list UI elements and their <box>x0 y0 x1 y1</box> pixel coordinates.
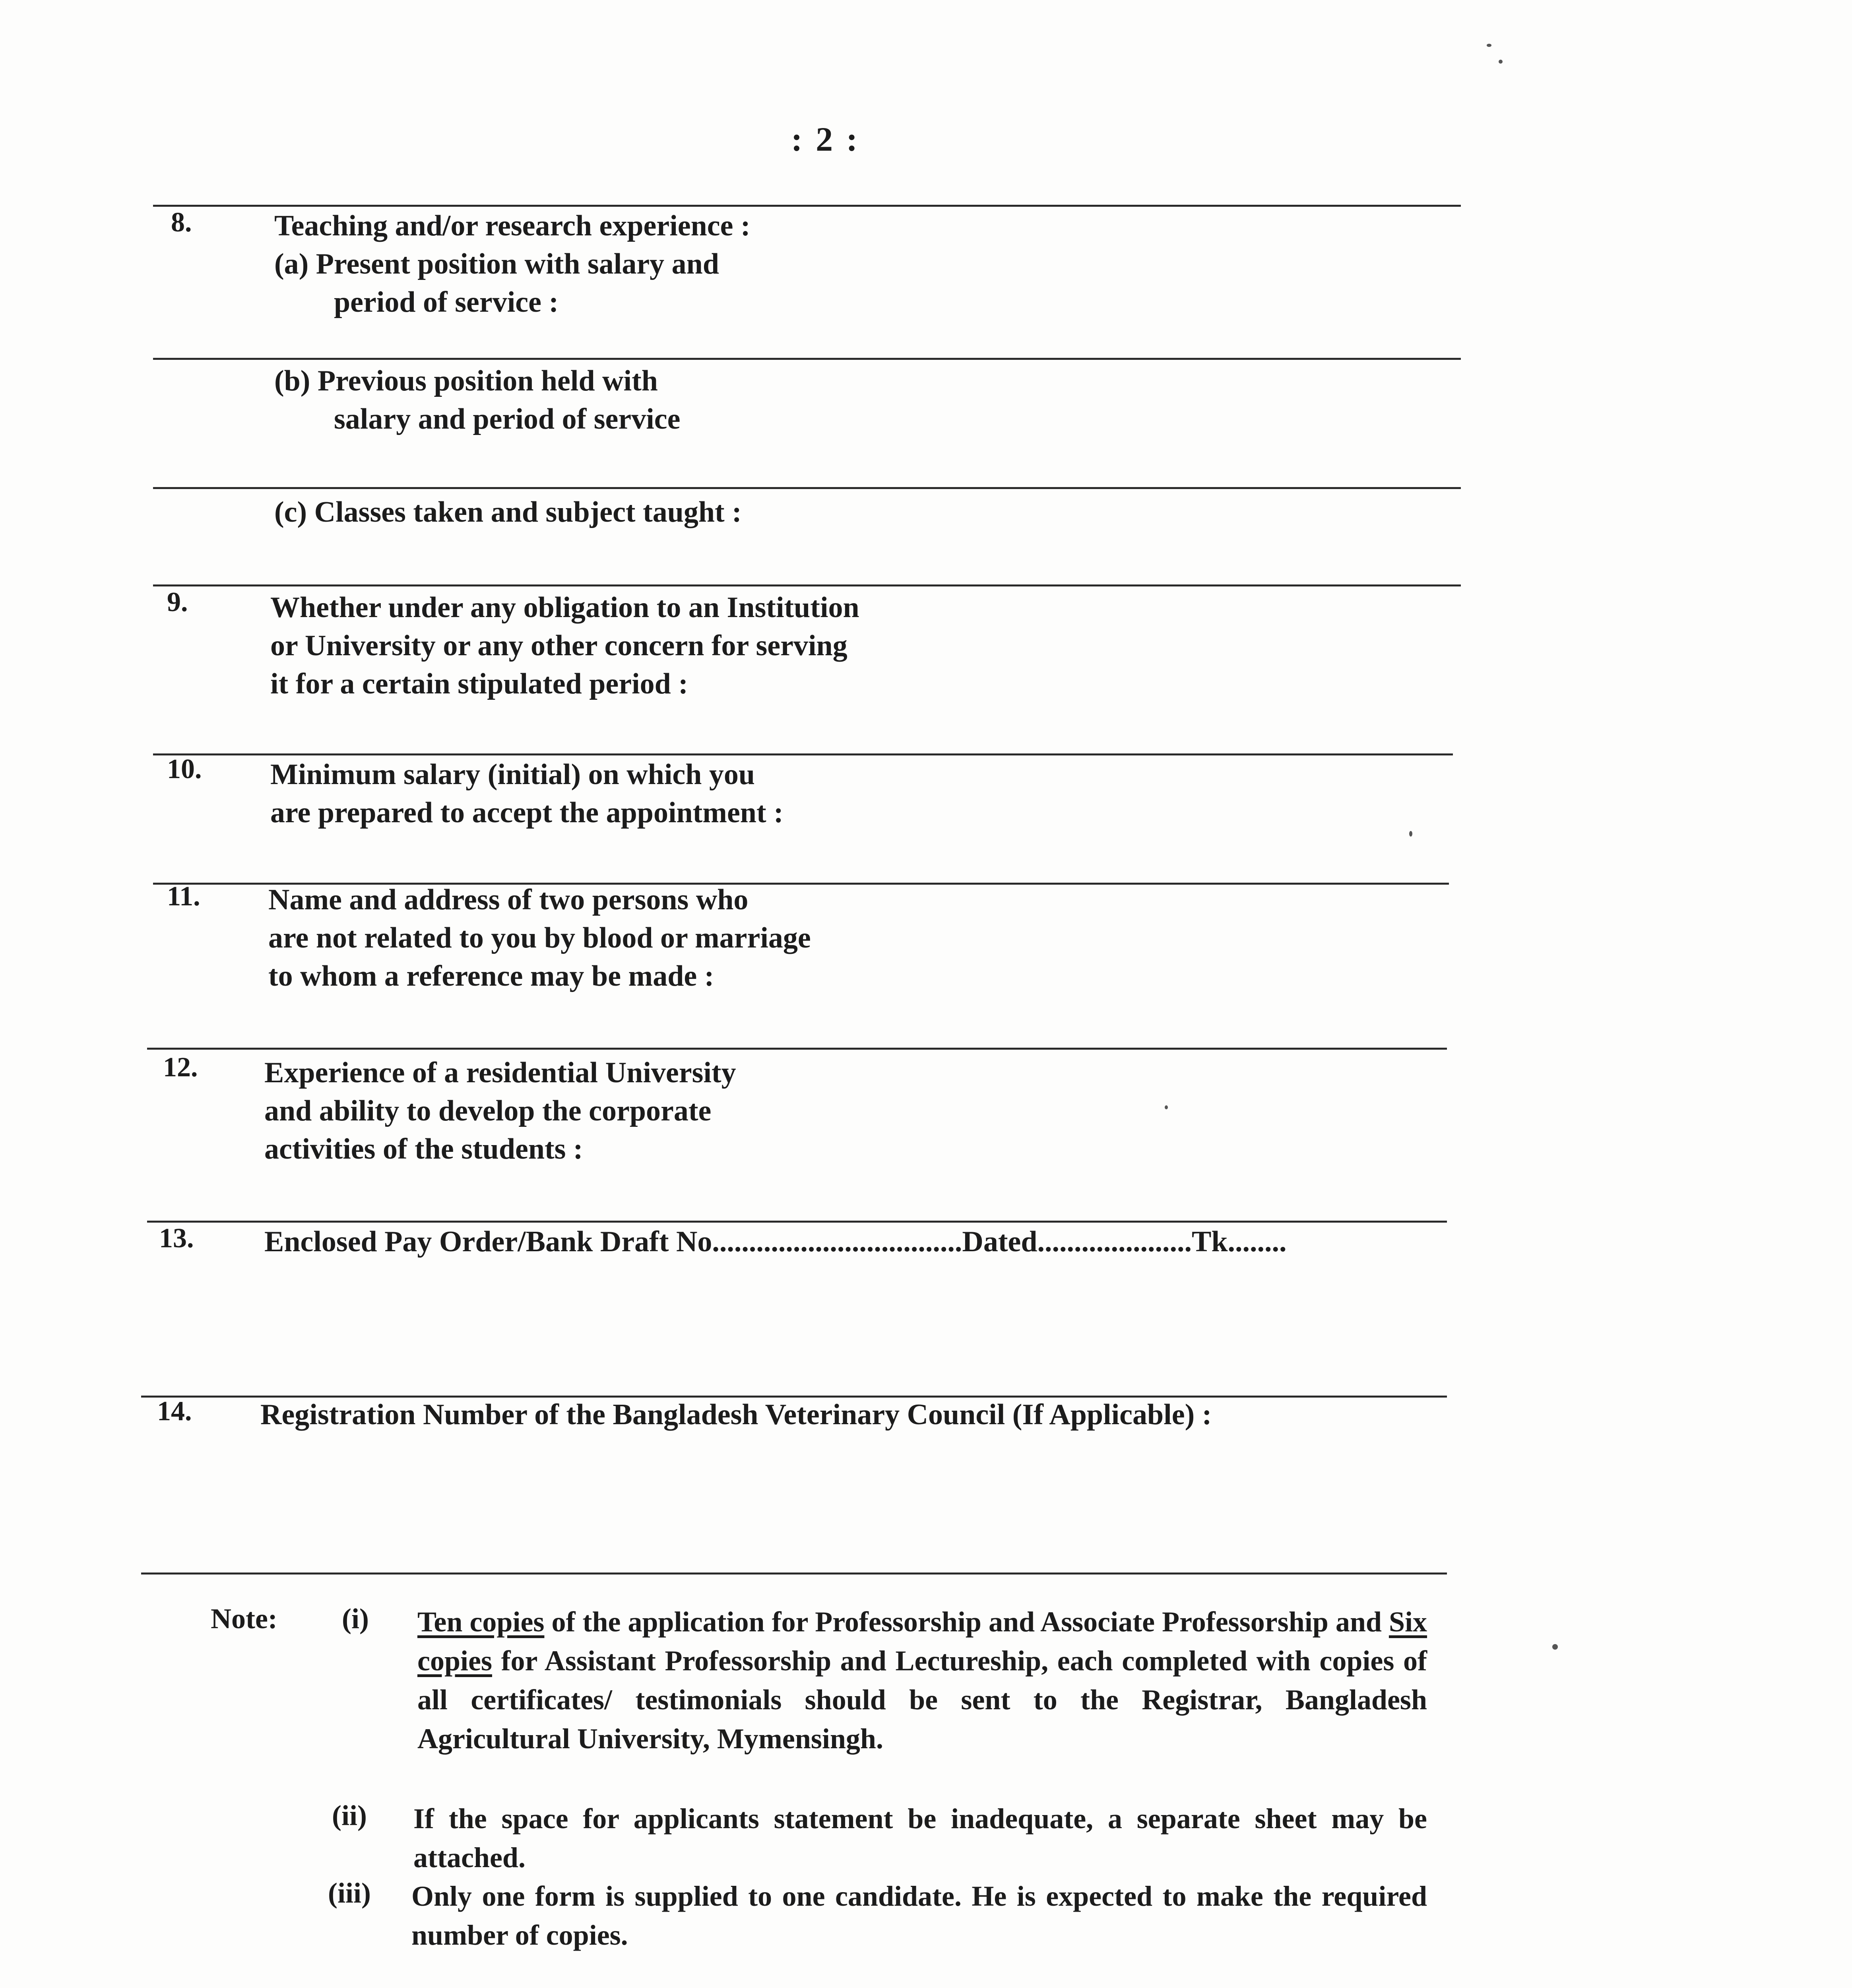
item-9-line: or University or any other concern for serving <box>270 629 847 662</box>
item-8a-line-1: Present position with salary and <box>316 248 719 280</box>
item-8a-label: (a) <box>274 248 309 280</box>
item-8a <box>274 245 750 283</box>
item-8b-line-2: salary and period of service <box>334 403 681 435</box>
item-10-text <box>270 755 783 832</box>
item-14-line: Registration Number of the Bangladesh Veterinary Council (If Applicable) : <box>260 1398 1212 1431</box>
item-9-line: Whether under any obligation to an Institution <box>270 591 859 624</box>
scan-speck <box>1552 1644 1558 1650</box>
scan-speck <box>1165 1105 1168 1109</box>
note-i-text <box>417 1602 1427 1758</box>
divider-rule <box>147 1048 1447 1050</box>
scan-speck <box>1499 60 1503 64</box>
item-number: 13. <box>159 1223 194 1254</box>
item-12-text <box>264 1054 736 1168</box>
note-i-underline-2: Six copies <box>417 1606 1427 1677</box>
scan-speck <box>1409 831 1412 837</box>
item-10-line: Minimum salary (initial) on which you <box>270 758 755 791</box>
item-8c-line-1: Classes taken and subject taught : <box>314 496 742 528</box>
note-iii-text: Only one form is supplied to one candidate. He is expected to make the required number of copies. <box>411 1880 1427 1951</box>
note-i-text-2: for Assistant Professorship and Lectureship, each completed with copies of all certificates/ testimonials should be sent to the Registrar, Bangladesh Agricultural University, Mymensingh. <box>417 1645 1427 1755</box>
divider-rule <box>153 358 1461 360</box>
divider-rule <box>141 1573 1447 1574</box>
item-9-line: it for a certain stipulated period : <box>270 668 688 700</box>
item-11-text <box>268 881 811 995</box>
item-8a-line-2: period of service : <box>334 286 559 318</box>
item-number: 11. <box>167 881 200 912</box>
item-11-line: are not related to you by blood or marriage <box>268 922 811 954</box>
note-ii-text: If the space for applicants statement be inadequate, a separate sheet may be attached. <box>413 1803 1427 1873</box>
item-8c-label: (c) <box>274 496 307 528</box>
item-8-heading: Teaching and/or research experience : <box>274 210 750 242</box>
item-number: 12. <box>163 1052 198 1083</box>
item-12-line: and ability to develop the corporate <box>264 1095 712 1127</box>
note-iii-label: (iii) <box>328 1877 371 1909</box>
item-9-text <box>270 588 859 703</box>
note-i-text-1: of the application for Professorship and Associate Professorship and <box>544 1606 1389 1638</box>
item-number: 14. <box>157 1396 192 1427</box>
divider-rule <box>153 487 1461 489</box>
divider-rule <box>153 584 1461 586</box>
item-12-line: activities of the students : <box>264 1133 583 1165</box>
item-11-line: Name and address of two persons who <box>268 883 749 916</box>
item-8-text <box>274 207 750 321</box>
item-8b <box>274 362 680 438</box>
note-label: Note: <box>211 1603 277 1635</box>
item-number: 10. <box>167 754 202 784</box>
item-number: 9. <box>167 587 188 617</box>
item-12-line: Experience of a residential University <box>264 1056 736 1089</box>
item-8b-line-1: Previous position held with <box>317 365 658 397</box>
item-number: 8. <box>171 207 192 238</box>
item-8c <box>274 493 742 531</box>
page-number: : 2 : <box>791 120 860 158</box>
item-8b-label: (b) <box>274 365 310 397</box>
scan-speck <box>1487 44 1491 47</box>
note-ii-label: (ii) <box>332 1800 367 1831</box>
item-11-line: to whom a reference may be made : <box>268 960 714 992</box>
item-14-text <box>260 1396 1212 1434</box>
note-i-underline-1: Ten copies <box>417 1606 545 1638</box>
item-10-line: are prepared to accept the appointment : <box>270 796 783 829</box>
note-i-label: (i) <box>342 1603 369 1635</box>
item-13-line: Enclosed Pay Order/Bank Draft No..................................Dated.....................Tk........ <box>264 1225 1287 1258</box>
item-13-text <box>264 1223 1287 1261</box>
